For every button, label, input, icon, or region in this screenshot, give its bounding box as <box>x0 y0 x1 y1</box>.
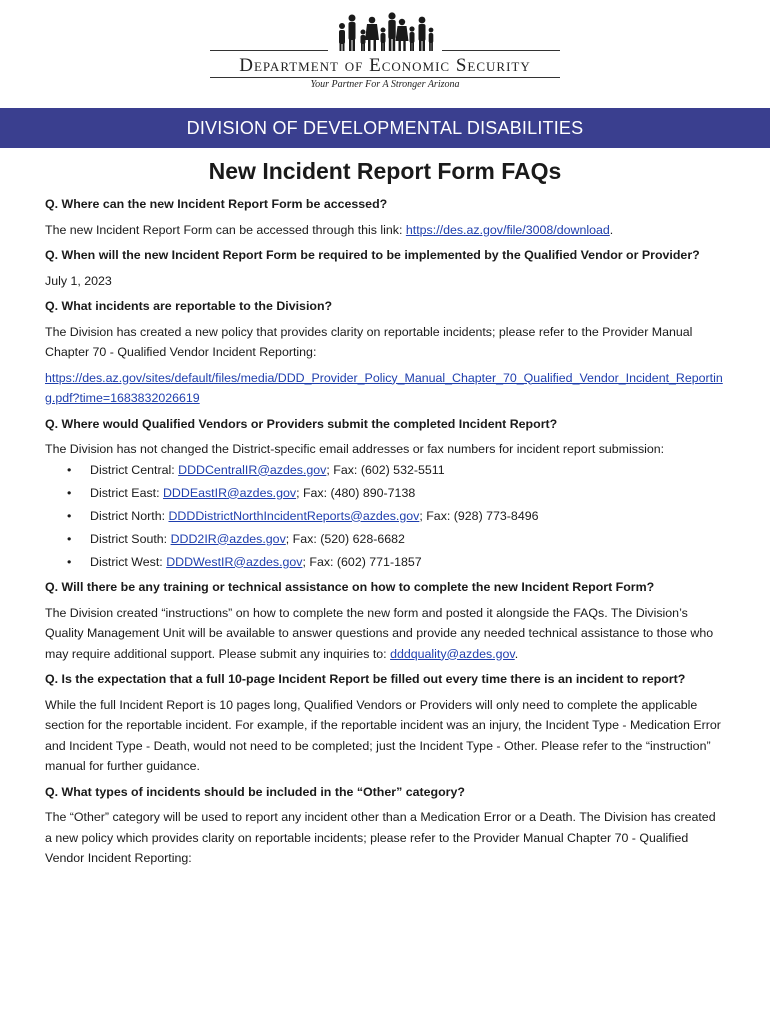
family-silhouette-logo-icon <box>334 8 436 52</box>
list-item <box>45 552 725 573</box>
district-label: District North: <box>90 508 169 523</box>
quality-email-link[interactable]: dddquality@azdes.gov <box>390 646 515 661</box>
faq-question-6: Q. Is the expectation that a full 10-page Incident Report be filled out every time there is an incident to report? <box>45 672 686 686</box>
district-fax: ; Fax: (520) 628-6682 <box>285 531 405 546</box>
list-item <box>45 483 725 504</box>
district-list <box>45 460 725 573</box>
bullet-icon: • <box>67 508 72 523</box>
department-underline <box>210 77 560 78</box>
district-label: District East: <box>90 485 163 500</box>
division-name: DIVISION OF DEVELOPMENTAL DISABILITIES <box>186 117 584 138</box>
district-fax: ; Fax: (602) 771-1857 <box>302 554 422 569</box>
division-banner <box>0 108 770 148</box>
faq-question-1: Q. Where can the new Incident Report Form be accessed? <box>45 197 388 211</box>
header-rule-right <box>442 50 560 51</box>
department-tagline: Your Partner For A Stronger Arizona <box>310 79 460 90</box>
faq-answer-1 <box>45 220 725 241</box>
district-email-link[interactable]: DDDDistrictNorthIncidentReports@azdes.gov <box>168 508 420 523</box>
answer-punctuation: . <box>514 646 519 661</box>
provider-manual-link[interactable]: https://des.az.gov/sites/default/files/media/DDD_Provider_Policy_Manual_Chapter_70_Qualified_Vendor_Incident_Reporting.pdf?time=1683832026619 <box>45 370 723 405</box>
answer-text: The Division created “instructions” on how to complete the new form and posted it alongside the FAQs. The Division’s Quality Management Unit will be available to answer questions and provide any needed technical assistance to those who may require additional support. Please submit any inquiries to: <box>45 605 714 661</box>
list-item <box>45 506 725 527</box>
district-fax: ; Fax: (602) 532-5511 <box>326 462 445 477</box>
list-item <box>45 529 725 550</box>
faq-answer-6: While the full Incident Report is 10 pages long, Qualified Vendors or Providers will only need to complete the applicable section for the reportable incident. For example, if the reportable incident was an injury, the Incident Type - Medication Error and Incident Type - Death, would not need to be completed; just the Incident Type - Other. Please refer to the “instruction” manual for further guidance. <box>45 697 721 773</box>
district-label: District West: <box>90 554 167 569</box>
department-name: Department of Economic Security <box>239 55 531 76</box>
faq-question-3: Q. What incidents are reportable to the Division? <box>45 299 333 313</box>
list-item <box>45 460 725 481</box>
answer-text: The new Incident Report Form can be accessed through this link: <box>45 222 406 237</box>
bullet-icon: • <box>67 485 72 500</box>
page-header <box>0 0 770 108</box>
district-label: District South: <box>90 531 171 546</box>
district-email-link[interactable]: DDDCentralIR@azdes.gov <box>178 462 327 477</box>
header-rule-left <box>210 50 328 51</box>
district-fax: ; Fax: (928) 773-8496 <box>419 508 539 523</box>
faq-answer-4: The Division has not changed the District-specific email addresses or fax numbers for incident report submission: <box>45 442 665 456</box>
answer-punctuation: . <box>609 222 614 237</box>
district-email-link[interactable]: DDDEastIR@azdes.gov <box>162 485 297 500</box>
faq-question-7: Q. What types of incidents should be included in the “Other” category? <box>45 784 465 799</box>
faq-question-2: Q. When will the new Incident Report Form be required to be implemented by the Qualified Vendor or Provider? <box>45 248 700 262</box>
bullet-icon: • <box>67 554 72 569</box>
bullet-icon: • <box>67 462 72 477</box>
faq-answer-3-link-line <box>45 368 725 409</box>
bullet-icon: • <box>67 531 72 546</box>
district-email-link[interactable]: DDD2IR@azdes.gov <box>170 531 286 546</box>
faq-answer-5 <box>45 603 725 665</box>
faq-answer-7: The “Other” category will be used to report any incident other than a Medication Error or a Death. The Division has created a new policy which provides clarity on reportable incidents; please refer to the Provider Manual Chapter 70 - Qualified Vendor Incident Reporting: <box>45 810 716 865</box>
district-email-link[interactable]: DDDWestIR@azdes.gov <box>166 554 303 569</box>
faq-question-4: Q. Where would Qualified Vendors or Providers submit the completed Incident Report? <box>45 416 558 431</box>
form-download-link[interactable]: https://des.az.gov/file/3008/download <box>405 222 610 237</box>
faq-content <box>45 194 725 874</box>
district-label: District Central: <box>90 462 179 477</box>
page-title: New Incident Report Form FAQs <box>208 158 562 184</box>
faq-question-5: Q. Will there be any training or technical assistance on how to complete the new Incident Report Form? <box>45 580 655 594</box>
faq-answer-3: The Division has created a new policy that provides clarity on reportable incidents; please refer to the Provider Manual Chapter 70 - Qualified Vendor Incident Reporting: <box>45 324 693 359</box>
district-fax: ; Fax: (480) 890-7138 <box>296 485 416 500</box>
faq-answer-2: July 1, 2023 <box>45 273 112 288</box>
